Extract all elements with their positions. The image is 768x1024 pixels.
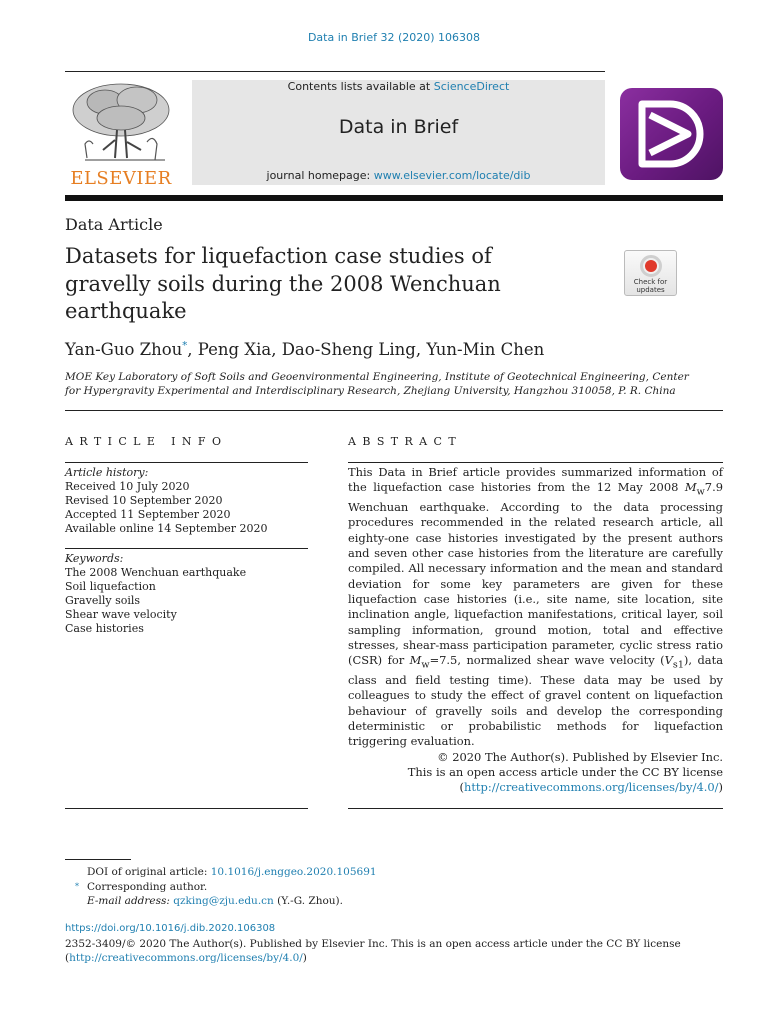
author-name[interactable]: Yan-Guo Zhou: [65, 340, 183, 359]
email-link[interactable]: qzking@zju.edu.cn: [173, 895, 274, 907]
keyword-item: The 2008 Wenchuan earthquake: [65, 566, 247, 579]
abstract-segment: =7.5, normalized shear wave velocity (: [429, 653, 665, 668]
history-item: Revised 10 September 2020: [65, 494, 223, 507]
check-for-updates-button[interactable]: [624, 250, 677, 296]
header-rule: [65, 71, 605, 72]
history-item: Received 10 July 2020: [65, 480, 190, 493]
corresponding-author-mark[interactable]: *: [182, 340, 188, 352]
abstract-segment: 7.9 Wenchuan earthquake. According to the data processing procedures recommended in the related research article, all eighty-one case histories investigated by the present authors and seven other case histories from the literature are carefully compiled. All necessary information and the mean and standard deviation for some key parameters are given for these liquefaction case histories (i.e., site name, site location, site inclination angle, liquefaction manifestations, critical layer, soil sampling information, ground motion, total and effective stresses, shear-mass participation parameter, cyclic stress ratio (CSR) for: [348, 480, 723, 668]
license-line: This is an open access article under the CC BY license: [407, 765, 723, 780]
author-names[interactable]: , Peng Xia, Dao-Sheng Ling, Yun-Min Chen: [187, 340, 545, 359]
journal-banner: [192, 80, 605, 185]
check-updates-line: updates: [636, 286, 665, 294]
keywords: [65, 552, 246, 636]
section-rule: [65, 410, 723, 411]
math-subscript: s1: [672, 659, 684, 671]
contents-prefix: Contents lists available at: [287, 80, 434, 93]
history-label: Article history:: [65, 466, 149, 479]
abstract-segment: This Data in Brief article provides summarized information of the liquefaction case histories from the 12 May 2008: [348, 465, 723, 495]
check-updates-line: Check for: [633, 278, 668, 286]
keywords-label: Keywords:: [65, 552, 124, 565]
keyword-item: Gravelly soils: [65, 594, 141, 607]
contents-line: [192, 80, 605, 93]
title-line: Datasets for liquefaction case studies of: [65, 244, 492, 268]
abstract-rule: [348, 462, 723, 463]
homepage-prefix: journal homepage:: [266, 169, 374, 182]
math-symbol: M: [409, 653, 422, 668]
issn-line: 2352-3409/© 2020 The Author(s). Published by Elsevier Inc. This is an open access article under the CC BY license: [65, 937, 681, 950]
keyword-item: Case histories: [65, 622, 144, 635]
elsevier-tree-icon: [65, 80, 177, 166]
journal-citation[interactable]: Data in Brief 32 (2020) 106308: [307, 31, 481, 44]
article-type: Data Article: [65, 215, 163, 234]
article-doi-link[interactable]: https://doi.org/10.1016/j.dib.2020.106308: [65, 923, 276, 934]
math-subscript: w: [696, 486, 705, 498]
check-updates-icon: [640, 255, 662, 277]
math-symbol: V: [664, 653, 673, 668]
abstract-bottom-rule: [348, 808, 723, 809]
data-in-brief-icon: [620, 88, 723, 180]
elsevier-logo[interactable]: [65, 80, 177, 188]
masthead-rule: [65, 195, 723, 201]
bottom-license-line: (http://creativecommons.org/licenses/by/4.0/): [65, 952, 307, 964]
author-list: [65, 340, 544, 359]
footnotes: [75, 865, 377, 909]
email-suffix: (Y.-G. Zhou).: [273, 895, 343, 907]
journal-homepage-link[interactable]: www.elsevier.com/locate/dib: [373, 169, 531, 182]
article-history: [65, 466, 268, 536]
license-link[interactable]: http://creativecommons.org/licenses/by/4.0/: [463, 780, 719, 795]
article-title: [65, 243, 585, 326]
bottom-license-link[interactable]: http://creativecommons.org/licenses/by/4.0/: [69, 952, 303, 964]
corresponding-footnote: [75, 880, 377, 895]
article-info-heading: ARTICLE INFO: [65, 435, 228, 448]
abstract-heading: ABSTRACT: [348, 435, 463, 448]
journal-name: Data in Brief: [338, 116, 459, 138]
info-bottom-rule: [65, 808, 308, 809]
title-line: earthquake: [65, 299, 187, 323]
keyword-item: Soil liquefaction: [65, 580, 156, 593]
corresponding-label: Corresponding author.: [87, 880, 208, 893]
elsevier-wordmark: ELSEVIER: [70, 168, 172, 189]
data-in-brief-logo[interactable]: [620, 88, 723, 180]
affiliation-line: MOE Key Laboratory of Soft Soils and Geoenvironmental Engineering, Institute of Geotechnical Engineering, Center: [65, 371, 689, 383]
keyword-item: Shear wave velocity: [65, 608, 177, 621]
article-doi-info: [65, 921, 725, 966]
email-footnote: [75, 894, 377, 909]
copyright-line: © 2020 The Author(s). Published by Elsevier Inc.: [437, 749, 723, 764]
abstract-text: [348, 465, 723, 750]
affiliation-line: for Hypergravity Experimental and Interdisciplinary Research, Zhejiang University, Hangzhou 310058, P. R. China: [65, 385, 676, 397]
footnote-mark: *: [75, 881, 79, 891]
abstract-body: [348, 465, 723, 796]
math-symbol: M: [684, 480, 697, 495]
email-label: E-mail address:: [87, 895, 174, 907]
footnote-rule: [65, 859, 131, 860]
sciencedirect-link[interactable]: ScienceDirect: [433, 80, 510, 93]
doi-footnote: [75, 865, 377, 880]
homepage-line: [192, 169, 605, 182]
abstract-segment: ), data class and field testing time). These data may be used by colleagues to study the effect of gravel content on liquefaction behaviour of gravelly soils and develop the corresponding deterministic or probabilistic methods for liquefaction triggering evaluation.: [348, 653, 724, 749]
doi-label: DOI of original article:: [87, 866, 211, 878]
history-item: Accepted 11 September 2020: [65, 508, 231, 521]
affiliation: [65, 370, 725, 398]
license-url-line: (http://creativecommons.org/licenses/by/4.0/): [459, 780, 723, 795]
article-info-rule: [65, 462, 308, 463]
original-article-doi-link[interactable]: 10.1016/j.enggeo.2020.105691: [210, 866, 377, 878]
math-subscript: w: [421, 659, 430, 671]
history-item: Available online 14 September 2020: [65, 522, 268, 535]
title-line: gravelly soils during the 2008 Wenchuan: [65, 271, 501, 296]
keywords-rule: [65, 548, 308, 549]
check-updates-label: [625, 278, 676, 294]
